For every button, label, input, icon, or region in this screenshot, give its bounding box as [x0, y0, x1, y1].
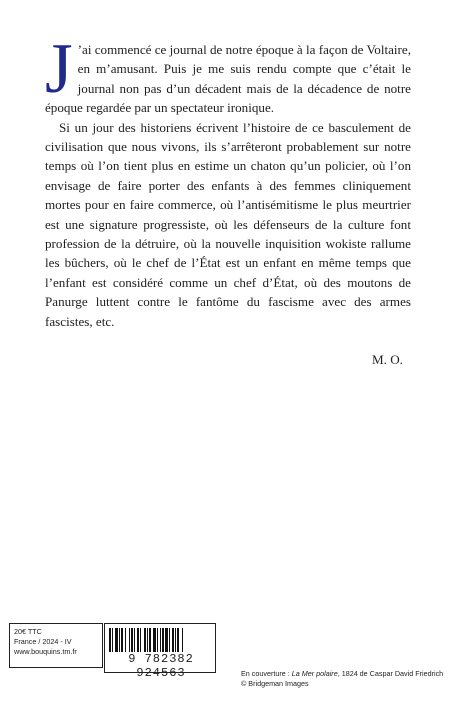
paragraph-1 [45, 30, 411, 118]
cover-credit [241, 669, 443, 689]
artwork-title: La Mer polaire [291, 669, 338, 678]
price-box [9, 623, 103, 668]
image-rights: © Bridgeman Images [241, 679, 309, 688]
cover-credit-line: En couverture : La Mer polaire, 1824 de Caspar David Friedrich [241, 669, 444, 678]
publisher-url: www.bouquins.tm.fr [14, 647, 77, 656]
barcode-digits: 9 782382 924563 [128, 652, 194, 680]
barcode [109, 628, 213, 652]
drop-cap: J [45, 30, 73, 108]
back-cover-text [45, 30, 411, 331]
barcode-box [104, 623, 216, 680]
edition-code: France / 2024 - IV [14, 637, 72, 646]
paragraph-2: Si un jour des historiens écrivent l’histoire de ce basculement de civilisation que nous vivons, ils s’arrêteront probablement sur notre temps où l’on tient plus en estime un chaton qu’un policier, où l’on envisage de faire porter des enfants à des femmes cliniquement mortes pour en faire commerce, où l’antisémitisme le plus meurtrier est une signature progressiste, où les défenseurs de la culture font profession de la détruire, où la nouvelle inquisition wokiste rallume les bûchers, où le chef de l’État est un enfant en même temps que l’enfant est considéré comme un chef d’État, où des moutons de Panurge luttent contre le fantôme du fascisme avec des armes fascistes, etc. [45, 119, 411, 329]
author-initials: M. O. [372, 352, 403, 367]
price: 20€ TTC [14, 627, 42, 636]
paragraph-1-text: ’ai commencé ce journal de notre époque à la façon de Voltaire, en m’amusant. Puis je me suis rendu compte que c’était le journal non pas d’un décadent mais de la décadence de notre époque regardée par un spectateur ironique. [45, 42, 411, 116]
